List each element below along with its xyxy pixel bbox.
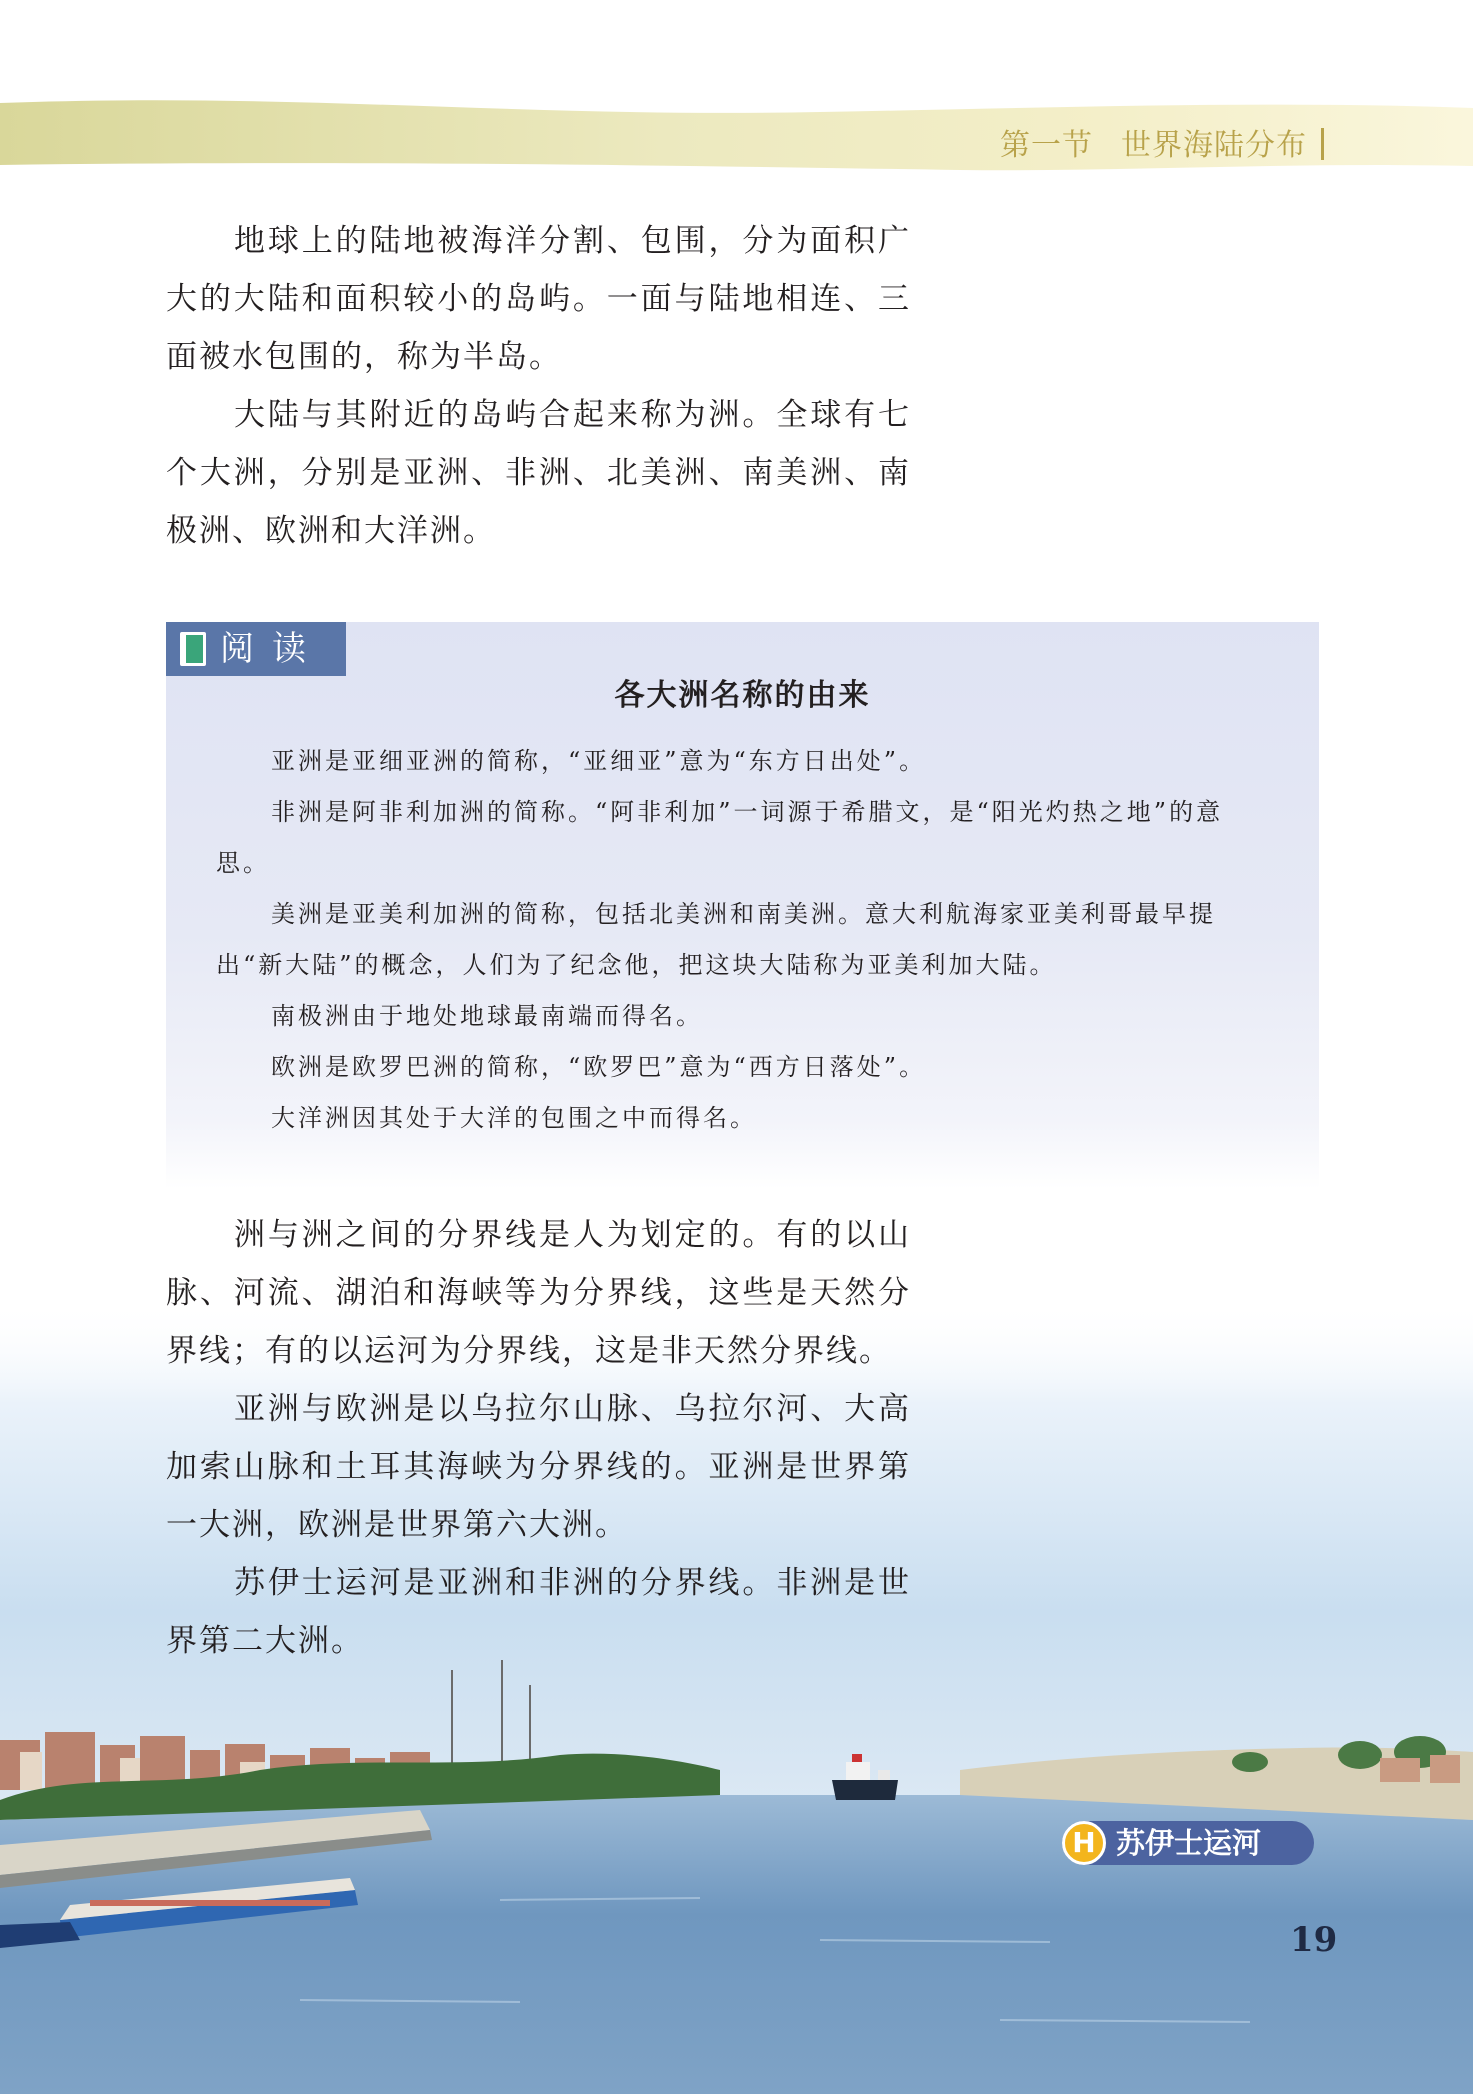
book-icon [180,632,206,666]
paragraph-continents: 大陆与其附近的岛屿合起来称为洲。全球有七个大洲，分别是亚洲、非洲、北美洲、南美洲、南极洲、欧洲和大洋洲。 [166,397,911,549]
reading-item-america: 美洲是亚美利加洲的简称，包括北美洲和南美洲。意大利航海家亚美利哥最早提出“新大陆”的概念，人们为了纪念他，把这块大陆称为亚美利加大陆。 [216,900,1216,979]
reading-item-oceania: 大洋洲因其处于大洋的包围之中而得名。 [271,1104,757,1132]
reading-body [216,736,1276,1144]
page-number: 19 [1290,1920,1338,1960]
photo-caption-text: 苏伊士运河 [1116,1826,1262,1860]
header-section-title [1000,120,1324,164]
paragraph-suez: 苏伊士运河是亚洲和非洲的分界线。非洲是世界第二大洲。 [166,1565,911,1659]
reading-item-europe: 欧洲是欧罗巴洲的简称，“欧罗巴”意为“西方日落处”。 [271,1053,927,1081]
reading-tag [166,622,346,676]
section-label: 第一节 [1000,128,1093,163]
paragraph-land-division: 地球上的陆地被海洋分割、包围，分为面积广大的大陆和面积较小的岛屿。一面与陆地相连、三面被水包围的，称为半岛。 [166,223,911,375]
reading-item-africa: 非洲是阿非利加洲的简称。“阿非利加”一词源于希腊文，是“阳光灼热之地”的意思。 [216,798,1224,877]
h-badge-icon: H [1062,1821,1106,1865]
header-divider [1321,128,1324,160]
reading-item-asia: 亚洲是亚细亚洲的简称，“亚细亚”意为“东方日出处”。 [271,747,927,775]
reading-title: 各大洲名称的由来 [614,678,871,713]
section-title: 世界海陆分布 [1121,128,1307,163]
reading-item-antarctica: 南极洲由于地处地球最南端而得名。 [271,1002,703,1030]
paragraph-boundaries: 洲与洲之间的分界线是人为划定的。有的以山脉、河流、湖泊和海峡等为分界线，这些是天然分界线；有的以运河为分界线，这是非天然分界线。 [166,1217,911,1369]
photo-caption [1062,1821,1314,1865]
reading-box [166,622,1319,1189]
paragraph-asia-europe: 亚洲与欧洲是以乌拉尔山脉、乌拉尔河、大高加索山脉和土耳其海峡为分界线的。亚洲是世界第一大洲，欧洲是世界第六大洲。 [166,1391,911,1543]
reading-tag-label: 阅读 [220,629,324,669]
